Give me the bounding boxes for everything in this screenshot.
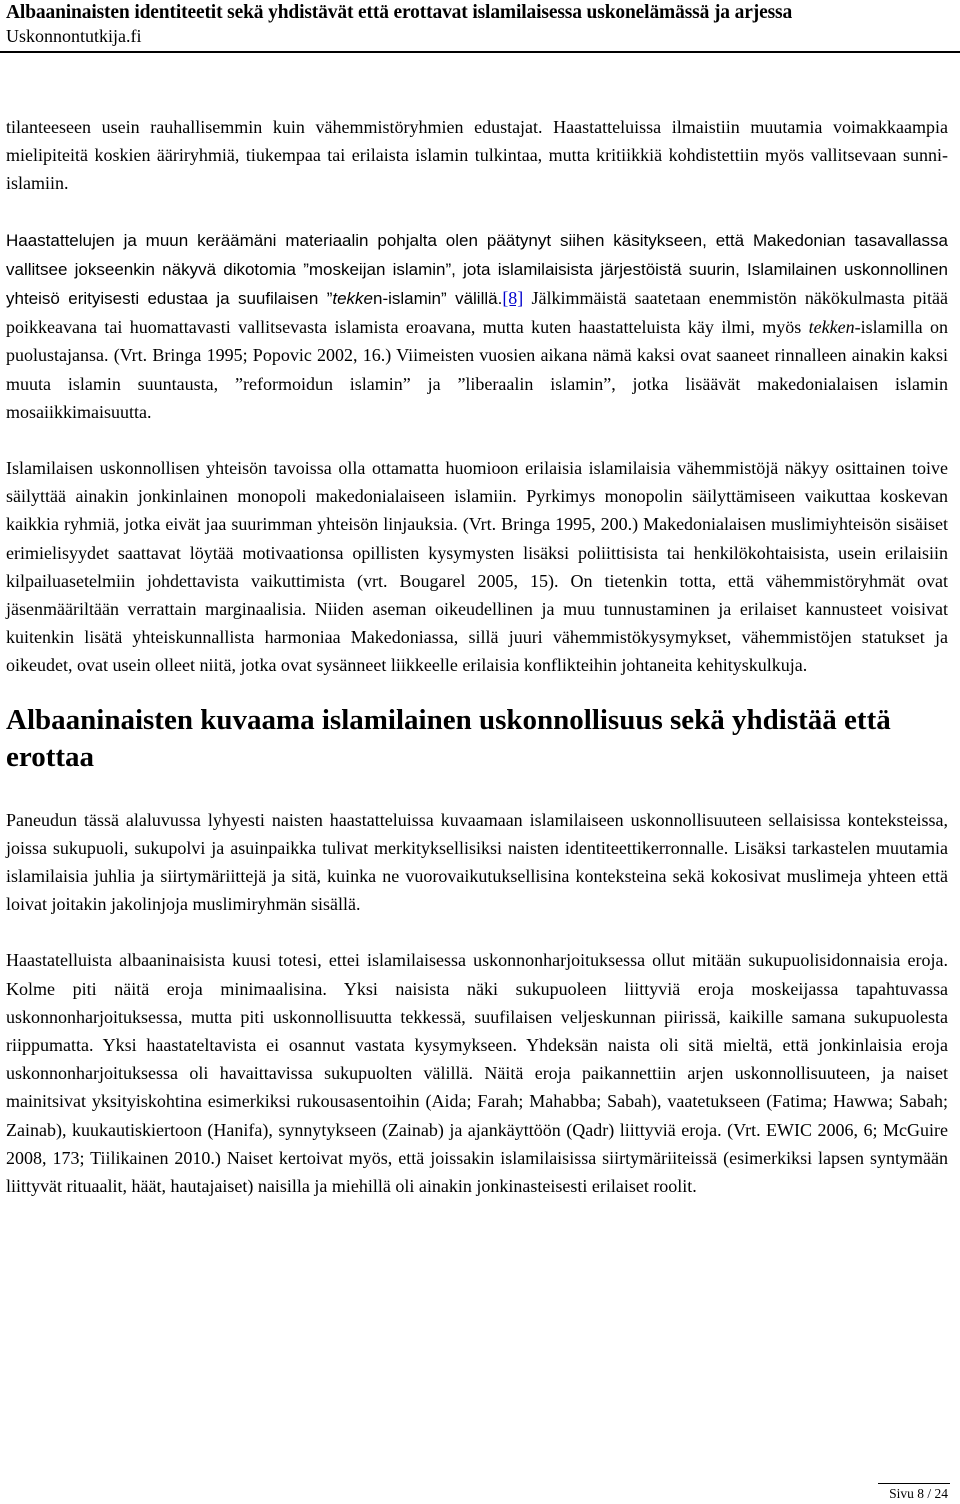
paragraph-3: Islamilaisen uskonnollisen yhteisön tavoissa olla ottamatta huomioon erilaisia islamilaisia vähemmistöjä näkyy osittainen toive säilyttää ainakin jonkinlainen monopoli makedonialaiseen islamiin. Pyrkimys monopolin säilyttämiseen vaikuttaa koskevan kaikkia ryhmiä, jotka eivät jaa suurimman yhteisön linjauksia. (Vrt. Bringa 1995, 200.) Makedonialaisen muslimiyhteisön sisäiset erimielisyydet saattavat löytää motivaationsa opillisten kysymysten lisäksi poliittisista tai henkilökohtaisista, usein erilaisiin kilpailuasetelmiin johdettavista vaikuttimista (vrt. Bougarel 2005, 15). On tietenkin totta, että vähemmistöryhmät ovat jäsenmääriltään verrattain marginaalisia. Niiden aseman oikeudellinen ja muu tunnustaminen ja erilaiset kannusteet voisivat kuitenkin lisätä yhteiskunnallista harmoniaa Makedoniassa, sillä juuri vähemmistökysymykset, vähemmistöjen statukset ja oikeudet, ovat usein olleet niitä, jotka ovat sysänneet liikkeelle erilaisia konflikteihin johtaneita kehityskulkuja.	[6, 458, 948, 676]
paragraph-2	[6, 226, 948, 426]
paragraph-5: Haastatelluista albaaninaisista kuusi totesi, ettei islamilaisessa uskonnonharjoituksessa ollut mitään sukupuolisidonnaisia eroja. Kolme piti näitä eroja minimaalisina. Yksi naisista näki sukupuoleen liittyviä eroja moskeijassa tapahtuvassa uskonnonharjoituksessa, mutta piti uskonnollisuutta tekkessä, suufilaisen veljeskunnan piirissä, kaikille samana sukupuolesta riippumatta. Yksi haastateltavista ei osannut vastata kysymykseen. Yhdeksän naista oli sitä mieltä, että jonkinlaisia eroja uskonnonharjoituksessa oli havaittavissa sukupuolten välillä. Näitä eroja paikannettiin arjen uskonnollisuuteen, ja naiset mainitsivat yksityiskohtina esimerkiksi rukousasentoihin (Aida; Farah; Mahabba; Sabah), vaatetukseen (Fatima; Hawwa; Sabah; Zainab), kuukautiskiertoon (Hanifa), synnytykseen (Zainab) ja ajankäyttöön (Qadr) liittyviä eroja. (Vrt. EWIC 2006, 6; McGuire 2008, 173; Tiilikainen 2010.) Naiset kertoivat myös, että joissakin islamilaisissa siirtymäriiteissä (esimerkiksi lapsen syntymään liittyvät rituaalit, häät, hautajaiset) naisilla ja miehillä oli ainakin jonkinasteisesti erilaiset roolit.	[6, 950, 948, 1197]
page-header	[6, 0, 954, 47]
paragraph-2-text-b: n-islamin” välillä.	[373, 289, 503, 309]
document-title: Albaaninaisten identiteetit sekä yhdistävät että erottavat islamilaisessa uskonelämässä ja arjessa	[6, 2, 793, 23]
page-number: Sivu 8 / 24	[889, 1486, 948, 1501]
site-name: Uskonnontutkija.fi	[6, 26, 142, 46]
header-divider	[0, 51, 960, 53]
footnote-link-8[interactable]: [8]	[502, 288, 524, 309]
paragraph-4: Paneudun tässä alaluvussa lyhyesti naisten haastatteluissa kuvaamaan islamilaiseen uskonnollisuuteen sellaisissa konteksteissa, joissa sukupuoli, sukupolvi ja asuinpaikka tulivat merkityksellisiksi naisten identiteettikerronnalle. Lisäksi tarkastelen muutamia islamilaisia juhlia ja siirtymäriittejä ja sitä, kuinka ne vuorovaikutuksellisina konteksteina sekä kokosivat muslimeja yhteen että loivat joitakin jakolinjoja muslimiryhmän sisällä.	[6, 809, 948, 915]
page-number-divider	[878, 1483, 950, 1484]
section-heading: Albaaninaisten kuvaama islamilainen uskonnollisuus sekä yhdistää että erottaa	[6, 703, 891, 773]
paragraph-1: tilanteeseen usein rauhallisemmin kuin vähemmistöryhmien edustajat. Haastatteluissa ilmaistiin muutamia voimakkaampia mielipiteitä koskien ääriryhmiä, tiukempaa tai erilaista islamin tulkintaa, mutta kritiikkiä kohdistettiin myös vallitsevaan sunni-islamiin.	[6, 117, 948, 194]
article-body	[6, 113, 948, 1200]
paragraph-2-text-a: Haastattelujen ja muun keräämäni materiaalin pohjalta olen päätynyt siihen käsitykseen, että Makedonian tasavallassa vallitsee jokseenkin näkyvä dikotomia ”moskeijan islamin”, jota islamilaisista järjestöistä suurin, Islamilainen uskonnollinen yhteisö erityisesti edustaa ja suufilaisen ”	[6, 230, 948, 309]
paragraph-2-text-c: Jälkimmäistä saatetaan enemmistön näkökulmasta pitää poikkeavana tai huomattavasti vallitsevasta islamista eroavana, mutta kuten haastatteluista käy ilmi, myös	[6, 288, 949, 338]
paragraph-2-italic-tekken: tekken	[808, 317, 855, 338]
paragraph-2-text-d: -islamilla on puolustajansa. (Vrt. Bringa 1995; Popovic 2002, 16.) Viimeisten vuosien aikana nämä kaksi ovat saaneet rinnalleen ainakin kaksi muuta islamin suuntausta, ”reformoidun islamin” ja ”liberaalin islamin”, jotka lisäävät makedonialaisen islamin mosaiikkimaisuutta.	[6, 317, 948, 422]
paragraph-2-italic-tekke: tekke	[332, 289, 373, 309]
